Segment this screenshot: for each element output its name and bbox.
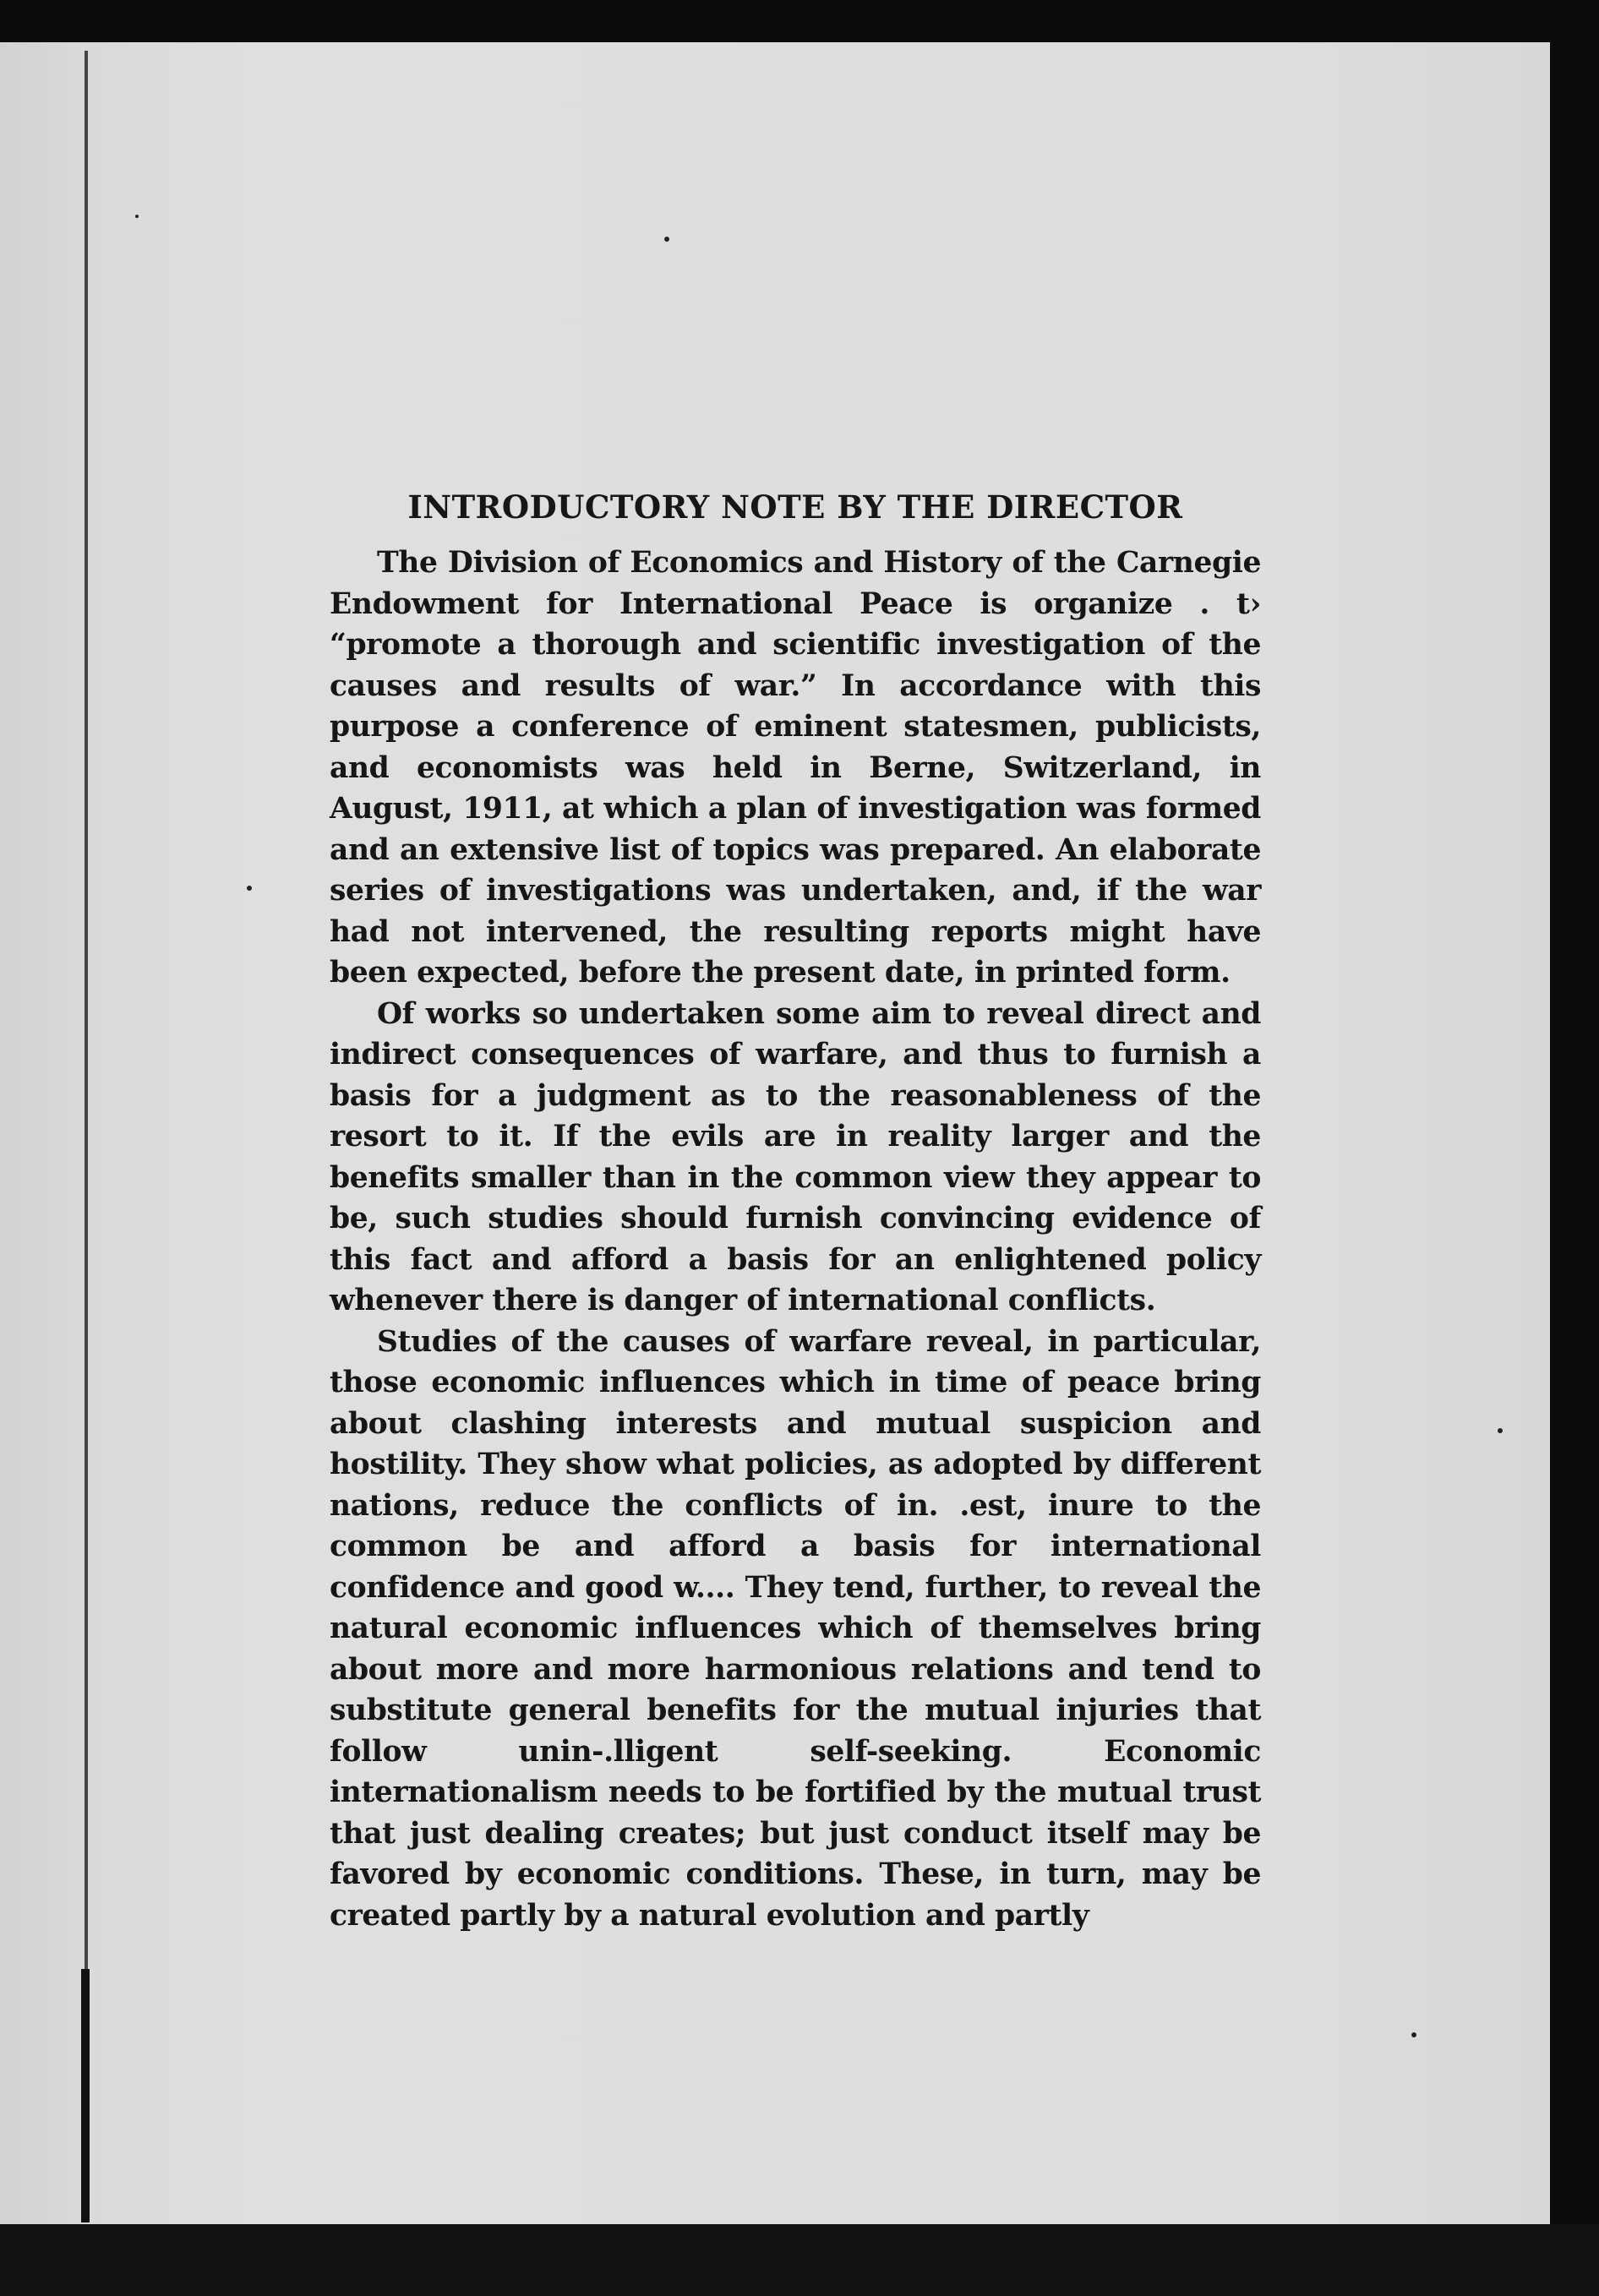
dust-speck: [1498, 1428, 1503, 1433]
dust-speck: [247, 886, 252, 891]
binding-edge: [85, 51, 88, 2222]
page-title: INTRODUCTORY NOTE BY THE DIRECTOR: [407, 488, 1183, 526]
dust-speck: [135, 215, 139, 218]
paragraph-3: Studies of the causes of warfare reveal, in particular, those economic influences which in time of peace bring about clashing interests and mutual suspicion and hostility. They show what policies, as adopted by different nations, reduce the conflicts of in. .est, inure to the common be and afford a basis for international confidence and good w.... They tend, further, to reveal the natural economic influences which of themselves bring about more and more harmonious relations and tend to substitute general benefits for the mutual injuries that follow unin-.lligent self-seeking. Economic internationalism needs to be fortified by the mutual trust that just dealing creates; but just conduct itself may be favored by economic conditions. These, in turn, may be created partly by a natural evolution and partly: [330, 1324, 1261, 1933]
dust-speck: [1411, 2032, 1416, 2037]
scan-border-bottom: [0, 2224, 1599, 2296]
text-block: [330, 482, 1261, 1936]
dust-speck: [664, 237, 669, 242]
paragraph-2: Of works so undertaken some aim to reveal direct and indirect consequences of warfare, and thus to furnish a basis for a judgment as to the reasonableness of the resort to it. If the evils are in reality larger and the benefits smaller than in the common view they appear to be, such studies should furnish convincing evidence of this fact and afford a basis for an enlightened policy whenever there is danger of international conflicts.: [330, 996, 1261, 1317]
paragraph-1: The Division of Economics and History of the Carnegie Endowment for International Peace is organize . t› “promote a thorough and scientific investigation of the causes and results of war.” In accordance with this purpose a conference of eminent statesmen, publicists, and economists was held in Berne, Switzerland, in August, 1911, at which a plan of investigation was formed and an extensive list of topics was prepared. An elaborate series of investigations was undertaken, and, if the war had not intervened, the resulting reports might have been expected, before the present date, in printed form.: [330, 546, 1261, 990]
binding-edge-shadow: [81, 1969, 90, 2222]
